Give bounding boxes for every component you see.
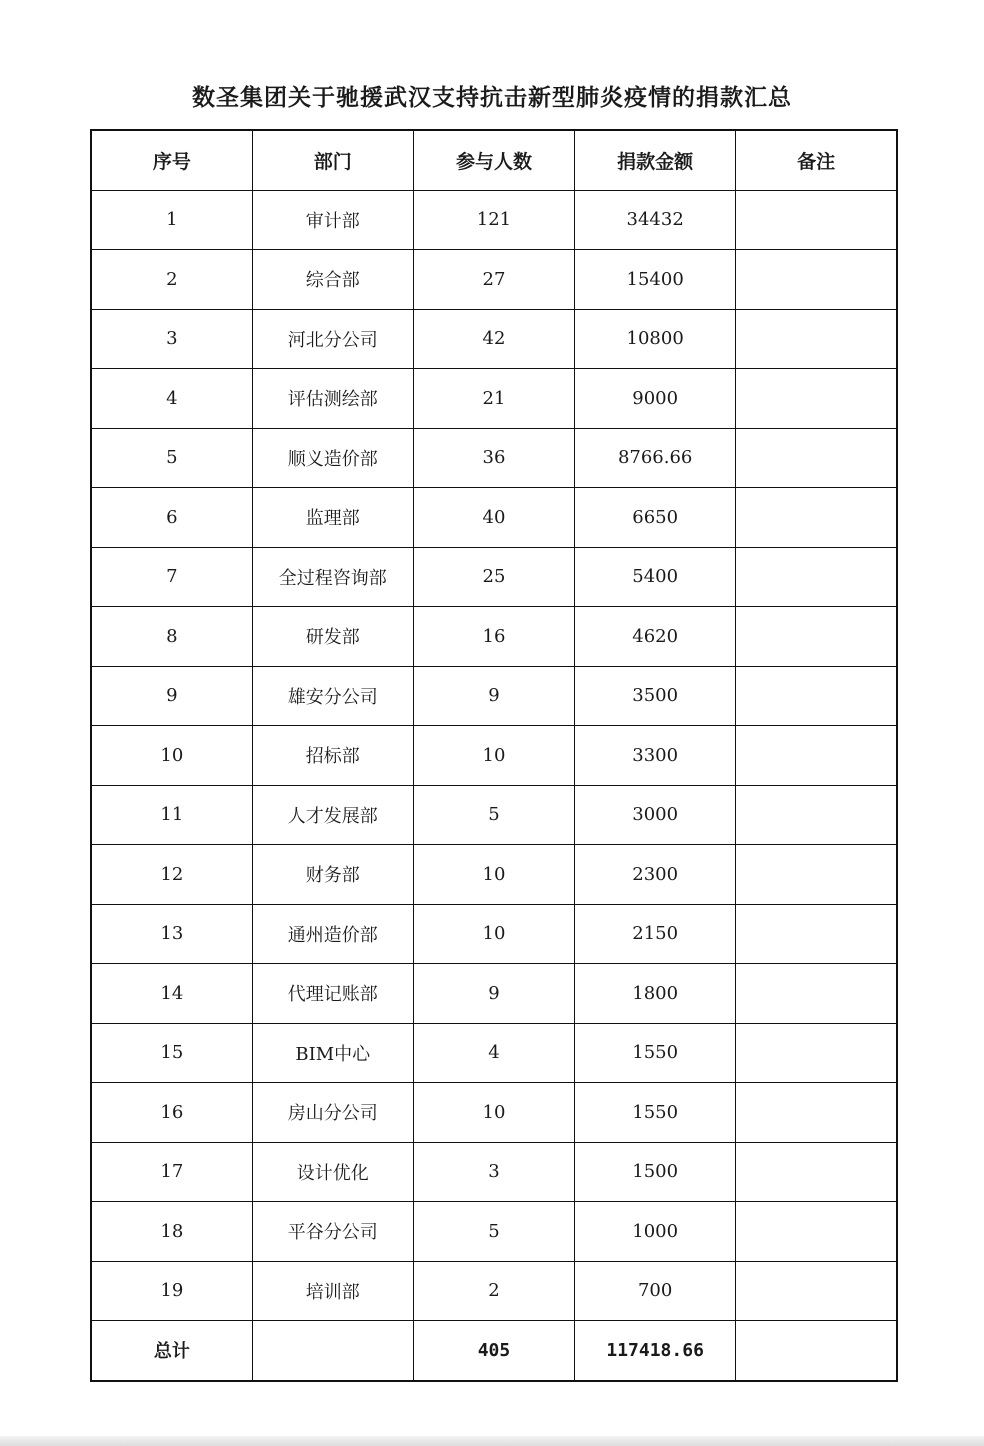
cell-dept: 平谷分公司 — [252, 1202, 413, 1262]
cell-remark — [736, 250, 897, 310]
total-row — [91, 1321, 897, 1381]
cell-people: 9 — [413, 964, 574, 1024]
cell-people: 40 — [413, 488, 574, 548]
cell-no: 13 — [91, 904, 252, 964]
cell-amount: 1000 — [575, 1202, 736, 1262]
table-row — [91, 428, 897, 488]
cell-amount: 9000 — [575, 369, 736, 429]
table-row — [91, 607, 897, 667]
cell-amount: 700 — [575, 1261, 736, 1321]
table-row — [91, 547, 897, 607]
cell-dept: 综合部 — [252, 250, 413, 310]
cell-people: 5 — [413, 785, 574, 845]
cell-no: 18 — [91, 1202, 252, 1262]
cell-dept: 评估测绘部 — [252, 369, 413, 429]
cell-amount: 1550 — [575, 1083, 736, 1143]
cell-dept: 人才发展部 — [252, 785, 413, 845]
cell-no: 8 — [91, 607, 252, 667]
cell-no: 17 — [91, 1142, 252, 1202]
total-label: 总计 — [91, 1321, 252, 1381]
cell-people: 10 — [413, 845, 574, 905]
cell-remark — [736, 547, 897, 607]
cell-amount: 2300 — [575, 845, 736, 905]
cell-dept: 代理记账部 — [252, 964, 413, 1024]
cell-remark — [736, 845, 897, 905]
cell-dept: 设计优化 — [252, 1142, 413, 1202]
cell-people: 42 — [413, 309, 574, 369]
total-amount: 117418.66 — [575, 1321, 736, 1381]
cell-dept: BIM中心 — [252, 1023, 413, 1083]
cell-dept: 通州造价部 — [252, 904, 413, 964]
table-row — [91, 726, 897, 786]
cell-amount: 10800 — [575, 309, 736, 369]
cell-amount: 5400 — [575, 547, 736, 607]
cell-people: 3 — [413, 1142, 574, 1202]
cell-no: 9 — [91, 666, 252, 726]
header-dept: 部门 — [252, 130, 413, 190]
table-row — [91, 964, 897, 1024]
cell-no: 6 — [91, 488, 252, 548]
table-row — [91, 190, 897, 250]
table-row — [91, 1142, 897, 1202]
cell-dept: 监理部 — [252, 488, 413, 548]
cell-dept: 审计部 — [252, 190, 413, 250]
cell-remark — [736, 428, 897, 488]
table-row — [91, 309, 897, 369]
cell-amount: 6650 — [575, 488, 736, 548]
header-no: 序号 — [91, 130, 252, 190]
cell-amount: 3500 — [575, 666, 736, 726]
cell-people: 9 — [413, 666, 574, 726]
table-row — [91, 1083, 897, 1143]
cell-people: 5 — [413, 1202, 574, 1262]
cell-remark — [736, 309, 897, 369]
cell-amount: 15400 — [575, 250, 736, 310]
cell-dept: 培训部 — [252, 1261, 413, 1321]
cell-people: 21 — [413, 369, 574, 429]
cell-people: 2 — [413, 1261, 574, 1321]
cell-no: 5 — [91, 428, 252, 488]
table-row — [91, 904, 897, 964]
cell-people: 121 — [413, 190, 574, 250]
cell-amount: 3300 — [575, 726, 736, 786]
cell-no: 16 — [91, 1083, 252, 1143]
cell-dept: 房山分公司 — [252, 1083, 413, 1143]
cell-no: 14 — [91, 964, 252, 1024]
header-people: 参与人数 — [413, 130, 574, 190]
page-title: 数圣集团关于驰援武汉支持抗击新型肺炎疫情的捐款汇总 — [192, 85, 792, 111]
cell-remark — [736, 1142, 897, 1202]
total-dept — [252, 1321, 413, 1381]
cell-amount: 1500 — [575, 1142, 736, 1202]
cell-dept: 招标部 — [252, 726, 413, 786]
total-remark — [736, 1321, 897, 1381]
cell-remark — [736, 904, 897, 964]
cell-people: 4 — [413, 1023, 574, 1083]
cell-remark — [736, 785, 897, 845]
table-row — [91, 785, 897, 845]
cell-no: 10 — [91, 726, 252, 786]
cell-no: 4 — [91, 369, 252, 429]
cell-amount: 3000 — [575, 785, 736, 845]
cell-amount: 1800 — [575, 964, 736, 1024]
cell-no: 1 — [91, 190, 252, 250]
header-remark: 备注 — [736, 130, 897, 190]
cell-people: 25 — [413, 547, 574, 607]
cell-dept: 河北分公司 — [252, 309, 413, 369]
cell-people: 10 — [413, 1083, 574, 1143]
cell-no: 2 — [91, 250, 252, 310]
table-row — [91, 1023, 897, 1083]
cell-dept: 雄安分公司 — [252, 666, 413, 726]
cell-remark — [736, 488, 897, 548]
table-row — [91, 666, 897, 726]
table-row — [91, 1202, 897, 1262]
table-row — [91, 488, 897, 548]
cell-dept: 全过程咨询部 — [252, 547, 413, 607]
cell-dept: 财务部 — [252, 845, 413, 905]
cell-dept: 研发部 — [252, 607, 413, 667]
cell-remark — [736, 726, 897, 786]
table-row — [91, 250, 897, 310]
cell-remark — [736, 1083, 897, 1143]
header-amount: 捐款金额 — [575, 130, 736, 190]
table-header-row — [91, 130, 897, 190]
cell-dept: 顺义造价部 — [252, 428, 413, 488]
cell-amount: 2150 — [575, 904, 736, 964]
table-row — [91, 845, 897, 905]
cell-remark — [736, 1261, 897, 1321]
cell-remark — [736, 1202, 897, 1262]
page-bottom-edge — [0, 1436, 984, 1446]
cell-amount: 8766.66 — [575, 428, 736, 488]
cell-amount: 4620 — [575, 607, 736, 667]
cell-no: 11 — [91, 785, 252, 845]
donation-summary-table — [90, 129, 898, 1382]
total-people: 405 — [413, 1321, 574, 1381]
cell-no: 12 — [91, 845, 252, 905]
cell-no: 19 — [91, 1261, 252, 1321]
cell-remark — [736, 607, 897, 667]
cell-remark — [736, 1023, 897, 1083]
cell-no: 7 — [91, 547, 252, 607]
table-body — [91, 190, 897, 1321]
table-row — [91, 369, 897, 429]
cell-no: 15 — [91, 1023, 252, 1083]
cell-remark — [736, 369, 897, 429]
cell-people: 27 — [413, 250, 574, 310]
cell-remark — [736, 964, 897, 1024]
cell-remark — [736, 190, 897, 250]
cell-amount: 1550 — [575, 1023, 736, 1083]
cell-people: 36 — [413, 428, 574, 488]
cell-amount: 34432 — [575, 190, 736, 250]
cell-no: 3 — [91, 309, 252, 369]
cell-remark — [736, 666, 897, 726]
table-row — [91, 1261, 897, 1321]
cell-people: 10 — [413, 904, 574, 964]
cell-people: 16 — [413, 607, 574, 667]
cell-people: 10 — [413, 726, 574, 786]
